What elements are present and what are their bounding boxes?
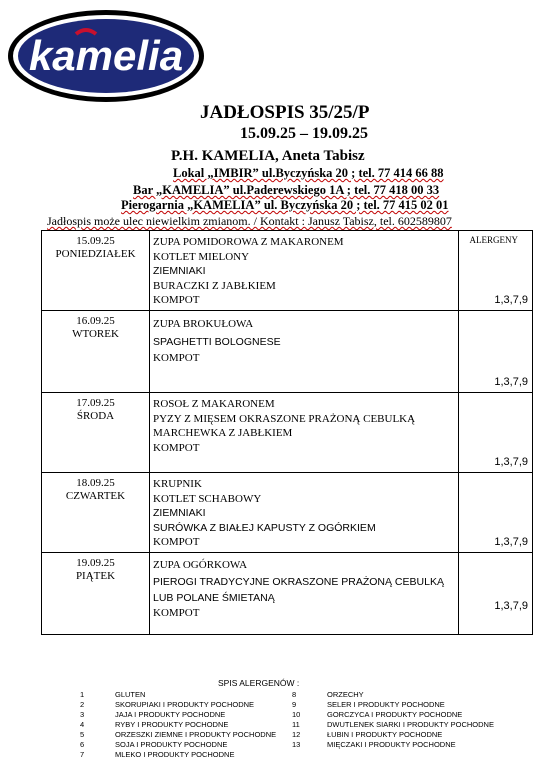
dish: KOMPOT: [153, 606, 200, 619]
allergens-cell: [459, 473, 533, 553]
dish: ZIEMNIAKI: [153, 265, 206, 277]
legend-item: MLEKO I PRODUKTY POCHODNE: [115, 750, 235, 759]
legend-number: 4: [80, 720, 85, 729]
day-row: [42, 473, 533, 553]
dish: SPAGHETTI BOLOGNESE: [153, 336, 281, 348]
legend-number: 2: [80, 700, 85, 709]
day-name: PIĄTEK: [75, 570, 116, 582]
legend-item: MIĘCZAKI I PRODUKTY POCHODNE: [327, 740, 456, 749]
dish: KOMPOT: [153, 294, 200, 306]
dish: KOTLET MIELONY: [153, 250, 250, 263]
menu-dates: 15.09.25 – 19.09.25: [240, 125, 368, 142]
day-date: 18.09.25: [76, 477, 115, 489]
day-name: ŚRODA: [76, 410, 115, 422]
allergens-cell: [459, 553, 533, 635]
day-name: WTOREK: [72, 328, 119, 340]
legend-number: 1: [80, 690, 85, 699]
venue-pierogarnia: Pierogarnia „KAMELIA” ul. Byczyńska 20 ; tel. 77 415 02 01: [121, 198, 449, 212]
legend-number: 12: [292, 730, 301, 739]
day-date: 16.09.25: [76, 315, 115, 327]
dish: ROSOŁ Z MAKARONEM: [153, 398, 275, 410]
menu-table: [41, 230, 533, 635]
day-cell: [42, 231, 150, 311]
legend-item: SKORUPIAKI I PRODUKTY POCHODNE: [115, 700, 255, 709]
day-cell: [42, 553, 150, 635]
legend-item: RYBY I PRODUKTY POCHODNE: [115, 720, 229, 729]
company-name: P.H. KAMELIA, Aneta Tabisz: [171, 148, 365, 164]
dish: ZUPA OGÓRKOWA: [153, 559, 248, 571]
dish: KOTLET SCHABOWY: [153, 492, 262, 505]
legend-number: 7: [80, 750, 85, 759]
legend-item: ŁUBIN I PRODUKTY POCHODNE: [327, 730, 443, 739]
day-cell: [42, 473, 150, 553]
dish: SURÓWKA Z BIAŁEJ KAPUSTY Z OGÓRKIEM: [153, 521, 376, 534]
dishes-cell: [150, 231, 459, 311]
dish: PIEROGI TRADYCYJNE OKRASZONE PRAŻONĄ CEBULKĄ: [153, 576, 444, 588]
legend-number: 3: [80, 710, 85, 719]
legend-number: 5: [80, 730, 85, 739]
change-notice: Jadłospis może ulec niewielkim zmianom. / Kontakt : Janusz Tabisz, tel. 602589807: [47, 214, 452, 228]
venue-bar-kamelia: Bar „KAMELIA” ul.Paderewskiego 1A ; tel. 77 418 00 33: [133, 183, 440, 197]
dish: KRUPNIK: [153, 478, 202, 490]
legend-item: GLUTEN: [115, 690, 146, 699]
day-cell: [42, 311, 150, 393]
legend-number: 10: [292, 710, 301, 719]
day-date: 15.09.25: [76, 235, 115, 247]
allergens-header: ALERGENY: [469, 235, 518, 245]
allergen-codes: 1,3,7,9: [494, 376, 528, 388]
dishes-cell: [150, 553, 459, 635]
allergen-codes: 1,3,7,9: [494, 536, 528, 548]
allergens-cell: [459, 393, 533, 473]
day-name: PONIEDZIAŁEK: [55, 248, 136, 260]
legend-item: JAJA I PRODUKTY POCHODNE: [115, 710, 226, 719]
dishes-cell: [150, 473, 459, 553]
day-cell: [42, 393, 150, 473]
day-row: [42, 231, 533, 311]
day-row: [42, 311, 533, 393]
allergens-cell: [459, 231, 533, 311]
dish: ZUPA BROKUŁOWA: [153, 318, 254, 330]
allergen-codes: 1,3,7,9: [494, 456, 528, 468]
allergens-cell: [459, 311, 533, 393]
dish: LUB POLANE ŚMIETANĄ: [153, 592, 275, 604]
allergen-legend-title: SPIS ALERGENÓW :: [218, 678, 300, 688]
legend-item: GORCZYCA I PRODUKTY POCHODNE: [327, 710, 463, 719]
dish: BURACZKI Z JABŁKIEM: [153, 279, 276, 292]
legend-number: 6: [80, 740, 85, 749]
legend-number: 8: [292, 690, 297, 699]
legend-number: 13: [292, 740, 301, 749]
kamelia-logo: [6, 8, 206, 104]
day-date: 17.09.25: [76, 397, 115, 409]
legend-item: DWUTLENEK SIARKI I PRODUKTY POCHODNE: [327, 720, 494, 729]
day-date: 19.09.25: [76, 557, 115, 569]
dish: ZUPA POMIDOROWA Z MAKARONEM: [153, 236, 344, 248]
dish: KOMPOT: [153, 352, 200, 364]
allergen-codes: 1,3,7,9: [494, 294, 528, 306]
dish: KOMPOT: [153, 441, 200, 454]
day-row: [42, 553, 533, 635]
day-name: CZWARTEK: [65, 490, 126, 502]
legend-item: SELER I PRODUKTY POCHODNE: [327, 700, 445, 709]
legend-item: SOJA I PRODUKTY POCHODNE: [115, 740, 228, 749]
dishes-cell: [150, 393, 459, 473]
dish: KOMPOT: [153, 536, 200, 548]
legend-item: ORZECHY: [327, 690, 364, 699]
venue-imbir: Lokal „IMBIR” ul.Byczyńska 20 ; tel. 77 414 66 88: [173, 166, 444, 180]
dish: MARCHEWKA Z JABŁKIEM: [153, 427, 293, 439]
dish: PYZY Z MIĘSEM OKRASZONE PRAŻONĄ CEBULKĄ: [153, 412, 416, 425]
legend-number: 9: [292, 700, 297, 709]
menu-title: JADŁOSPIS 35/25/P: [200, 102, 370, 123]
allergen-codes: 1,3,7,9: [494, 600, 528, 612]
day-row: [42, 393, 533, 473]
legend-item: ORZESZKI ZIEMNE I PRODUKTY POCHODNE: [115, 730, 277, 739]
legend-number: 11: [292, 720, 300, 729]
dish: ZIEMNIAKI: [153, 507, 206, 519]
logo-text: kamelia: [28, 32, 184, 79]
dishes-cell: [150, 311, 459, 393]
